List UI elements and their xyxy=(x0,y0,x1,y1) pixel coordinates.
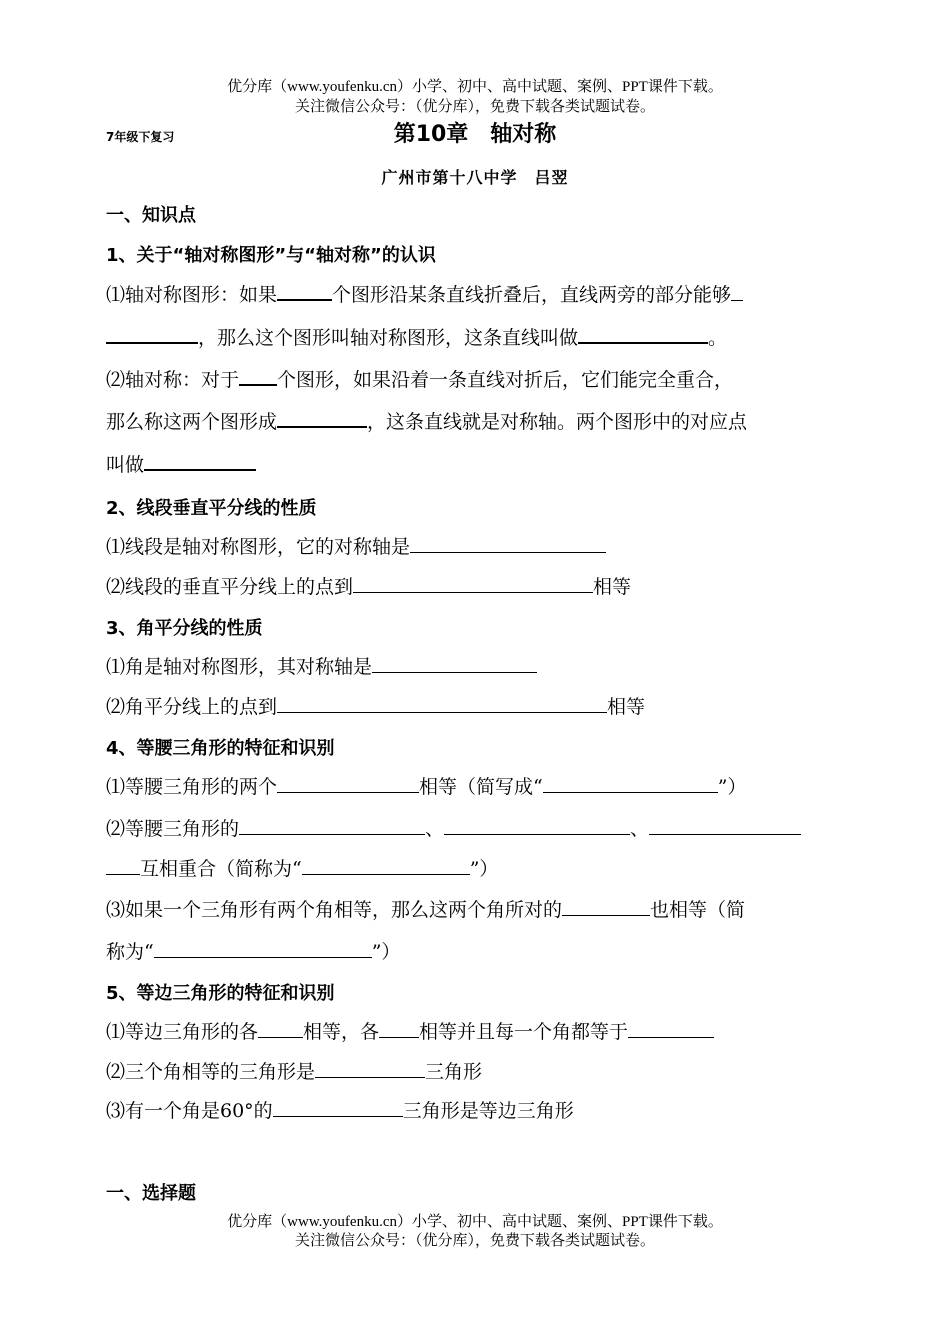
s5-line-1: ⑴等边三角形的各 相等，各 相等并且每一个角都等于 xyxy=(106,1018,714,1045)
blank xyxy=(277,407,367,428)
section-heading-knowledge: 一、知识点 xyxy=(106,205,196,226)
s1-line-1: ⑴轴对称图形：如果 个图形沿某条直线折叠后，直线两旁的部分能够 xyxy=(106,280,743,308)
blank xyxy=(353,573,593,593)
s4-line-5: 称为“ ”） xyxy=(106,938,400,965)
blank xyxy=(154,938,372,958)
header-line-2: 关注微信公众号：（优分库），免费下载各类试题试卷。 xyxy=(294,99,655,115)
blank xyxy=(277,280,332,301)
subheading-1: 1、关于“轴对称图形”与“轴对称”的认识 xyxy=(106,245,436,266)
s4-line-4: ⑶如果一个三角形有两个角相等，那么这两个角所对的 也相等（简 xyxy=(106,896,745,923)
blank xyxy=(277,693,607,713)
s1-line-5: 叫做 xyxy=(106,450,256,478)
s3-line-1: ⑴角是轴对称图形，其对称轴是 xyxy=(106,653,537,680)
s2-line-1: ⑴线段是轴对称图形，它的对称轴是 xyxy=(106,533,606,560)
s4-line-2: ⑵等腰三角形的 、 、 xyxy=(106,815,801,842)
s3-line-2: ⑵角平分线上的点到 相等 xyxy=(106,693,645,720)
s4-line-1: ⑴等腰三角形的两个 相等（简写成“ ”） xyxy=(106,773,746,800)
blank xyxy=(302,855,470,875)
s1-line-4: 那么称这两个图形成 ，这条直线就是对称轴。两个图形中的对应点 xyxy=(106,407,747,435)
page-title: 第10章 轴对称 xyxy=(393,122,557,147)
s4-line-3: 互相重合（简称为“ ”） xyxy=(106,855,498,882)
grade-label: 7年级下复习 xyxy=(106,130,175,144)
subheading-4: 4、等腰三角形的特征和识别 xyxy=(106,738,335,759)
blank xyxy=(106,323,198,344)
section-heading-choice: 一、选择题 xyxy=(106,1183,196,1204)
author-line: 广州市第十八中学 吕翌 xyxy=(381,168,569,187)
header-line-1: 优分库（www.youfenku.cn）小学、初中、高中试题、案例、PPT课件下载。 xyxy=(227,79,723,95)
blank xyxy=(444,815,630,835)
blank xyxy=(578,323,708,344)
blank xyxy=(543,773,718,793)
s1-line-3: ⑵轴对称：对于 个图形，如果沿着一条直线对折后，它们能完全重合， xyxy=(106,365,733,393)
subheading-2: 2、线段垂直平分线的性质 xyxy=(106,498,317,519)
s2-line-2: ⑵线段的垂直平分线上的点到 相等 xyxy=(106,573,631,600)
blank xyxy=(410,533,606,553)
blank xyxy=(315,1058,425,1078)
s5-line-3: ⑶有一个角是60°的 三角形是等边三角形 xyxy=(106,1097,574,1124)
subheading-3: 3、角平分线的性质 xyxy=(106,618,263,639)
footer-line-2: 关注微信公众号：（优分库），免费下载各类试题试卷。 xyxy=(294,1233,655,1249)
blank xyxy=(379,1018,419,1038)
s5-line-2: ⑵三个角相等的三角形是 三角形 xyxy=(106,1058,482,1085)
footer-line-1: 优分库（www.youfenku.cn）小学、初中、高中试题、案例、PPT课件下载。 xyxy=(227,1214,723,1230)
blank xyxy=(372,653,537,673)
blank xyxy=(628,1018,714,1038)
blank xyxy=(144,450,256,471)
blank xyxy=(273,1097,403,1117)
blank xyxy=(106,855,140,875)
s1-line-2: ，那么这个图形叫轴对称图形，这条直线叫做 。 xyxy=(106,323,727,351)
subheading-5: 5、等边三角形的特征和识别 xyxy=(106,983,335,1004)
blank xyxy=(258,1018,303,1038)
blank xyxy=(562,896,650,916)
blank xyxy=(277,773,419,793)
blank xyxy=(239,365,277,386)
blank xyxy=(239,815,425,835)
blank xyxy=(731,281,743,301)
blank xyxy=(649,815,801,835)
